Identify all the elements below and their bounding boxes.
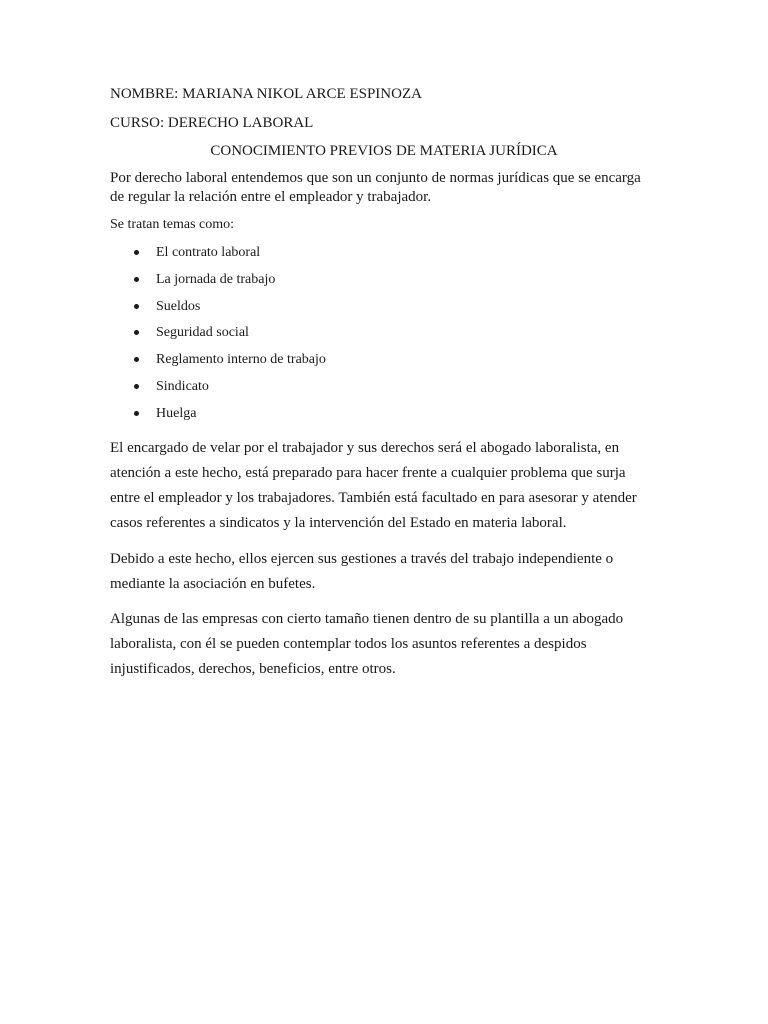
list-item [110,404,650,431]
body-paragraph-2 [110,547,670,597]
intro-line: Por derecho laboral entendemos que son un conjunto de normas jurídicas que se encarga [110,170,641,186]
list-item [110,377,650,404]
bullet-icon [134,357,139,362]
paragraph-line: Debido a este hecho, ellos ejercen sus gestiones a través del trabajo independiente o [110,551,614,567]
bullet-icon [134,411,139,416]
list-item-text: Huelga [156,405,197,421]
list-item-text: Sueldos [156,298,201,314]
list-item-text: Seguridad social [156,325,249,341]
document-title: CONOCIMIENTO PREVIOS DE MATERIA JURÍDICA [210,143,558,159]
body-paragraph-1 [110,436,670,536]
list-item-text: El contrato laboral [156,245,261,260]
body-paragraph-3 [110,607,670,682]
list-item [110,270,650,297]
paragraph-line: El encargado de velar por el trabajador y sus derechos será el abogado laboralista, en [110,440,620,456]
topics-list [110,243,650,431]
paragraph-line: injustificados, derechos, beneficios, entre otros. [110,661,396,677]
list-item [110,323,650,350]
intro-line: de regular la relación entre el empleador y trabajador. [110,189,432,205]
student-name-line: NOMBRE: MARIANA NIKOL ARCE ESPINOZA [110,86,422,102]
list-item [110,297,650,324]
list-item [110,350,650,377]
paragraph-line: atención a este hecho, está preparado para hacer frente a cualquier problema que surja [110,465,626,481]
bullet-icon [134,304,139,309]
bullet-icon [134,277,139,282]
list-item-text: Sindicato [156,378,209,394]
paragraph-line: entre el empleador y los trabajadores. También está facultado en para asesorar y atender [110,490,637,506]
list-item-text: La jornada de trabajo [156,271,276,287]
paragraph-line: casos referentes a sindicatos y la intervención del Estado en materia laboral. [110,515,567,531]
bullet-icon [134,384,139,389]
bullet-icon [134,250,139,255]
course-line: CURSO: DERECHO LABORAL [110,115,314,131]
bullet-icon [134,330,139,335]
intro-paragraph [110,169,670,207]
list-item-text: Reglamento interno de trabajo [156,352,326,368]
paragraph-line: laboralista, con él se pueden contemplar todos los asuntos referentes a despidos [110,636,587,652]
paragraph-line: mediante la asociación en bufetes. [110,576,316,592]
list-item [110,243,650,270]
topics-intro: Se tratan temas como: [110,217,235,232]
paragraph-line: Algunas de las empresas con cierto tamaño tienen dentro de su plantilla a un abogado [110,611,624,627]
